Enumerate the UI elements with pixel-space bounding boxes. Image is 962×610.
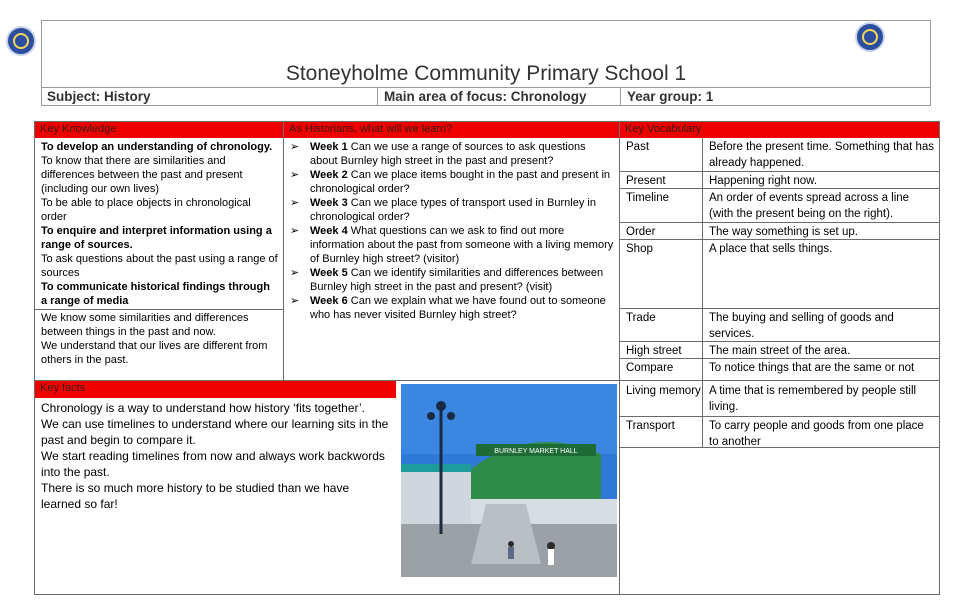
vocab-definition: A place that sells things. [709, 243, 833, 255]
vocab-row [620, 381, 939, 417]
photo-left-building [401, 464, 471, 524]
vocab-term: Order [626, 226, 656, 238]
photo-lamp [427, 412, 435, 420]
week-item: ➢ Week 6 Can we explain what we have found out to someone who has never visited Burnley high street? [290, 295, 606, 321]
grid-col1 [283, 121, 284, 380]
kk-lower-item: We know some similarities and differences between things in the past and now. [41, 312, 249, 338]
vocab-row [620, 359, 939, 381]
photo-lamp [436, 401, 446, 411]
kk-item: To know that there are similarities and differences between the past and present (including our own lives) [41, 155, 243, 195]
year-label: Year group: 1 [627, 89, 714, 104]
arrow-bullet-icon: ➢ [290, 225, 300, 237]
photo-person [508, 547, 514, 559]
market-hall-photo [401, 384, 617, 577]
arrow-bullet-icon: ➢ [290, 169, 300, 181]
vocab-term: Present [626, 175, 666, 187]
vocab-row [620, 189, 939, 223]
fact-line: We can use timelines to understand where our learning sits in the past and begin to compare it. [41, 417, 389, 447]
fact-line: There is so much more history to be studied than we have learned so far! [41, 481, 350, 511]
photo-person [548, 549, 554, 565]
vocab-row [620, 342, 939, 359]
grid-knowledge-split [34, 309, 283, 310]
vocab-definition: The main street of the area. [709, 345, 851, 357]
grid-right [939, 121, 940, 595]
arrow-bullet-icon: ➢ [290, 141, 300, 153]
vocab-term: Timeline [626, 192, 670, 204]
kk-item: To enquire and interpret information using a range of sources. [41, 225, 272, 251]
week-item: ➢ Week 4 What questions can we ask to find out more information about the past from someone with a living memory of Burnley high street? (visitor) [290, 225, 614, 265]
subject-label: Subject: History [41, 88, 378, 106]
arrow-bullet-icon: ➢ [290, 295, 300, 307]
vocab-heading: Key Vocabulary [620, 122, 939, 138]
learn-heading: As Historians, what will we learn? [284, 122, 619, 138]
vocab-definition: Before the present time. Something that has already happened. [709, 141, 935, 169]
kk-item: To develop an understanding of chronology. [41, 141, 273, 153]
vocab-term: Past [626, 141, 650, 153]
key-knowledge-heading: Key Knowledge [35, 122, 283, 138]
key-facts-heading: Key facts [35, 381, 396, 398]
photo-left-trim [401, 464, 471, 472]
photo-person [547, 542, 555, 550]
key-knowledge-list [41, 140, 279, 308]
vocab-definition: A time that is remembered by people still living. [709, 385, 917, 413]
vocab-term: Compare [626, 362, 674, 374]
school-title: Stoneyholme Community Primary School 1 [285, 62, 687, 85]
fact-line: Chronology is a way to understand how history ‘fits together’. [41, 401, 365, 415]
vocab-term: Living memory [626, 385, 701, 397]
vocab-definition: An order of events spread across a line (with the present being on the right). [709, 192, 910, 220]
vocab-row [620, 417, 939, 448]
kk-lower-item: We understand that our lives are different from others in the past. [41, 340, 268, 366]
vocab-row [620, 138, 939, 172]
kk-item: To communicate historical findings through a range of media [41, 281, 270, 307]
grid-bottom [34, 594, 940, 595]
header-row [41, 87, 931, 106]
vocab-definition: To notice things that are the same or not [709, 362, 915, 374]
photo-person [508, 541, 514, 547]
photo-sign-text: BURNLEY MARKET HALL [494, 448, 578, 455]
vocab-term: Trade [626, 312, 656, 324]
vocab-definition: The buying and selling of goods and services. [709, 312, 894, 340]
key-knowledge-lower [41, 311, 279, 367]
fact-line: We start reading timelines from now and always work backwords into the past. [41, 449, 385, 479]
vocab-definition: The way something is set up. [709, 226, 858, 238]
vocab-term: Shop [626, 243, 653, 255]
week-item: ➢ Week 3 Can we place types of transport used in Burnley in chronological order? [290, 197, 596, 223]
kk-item: To be able to place objects in chronological order [41, 197, 251, 223]
vocab-row [620, 223, 939, 240]
school-crest-left [6, 26, 36, 56]
arrow-bullet-icon: ➢ [290, 267, 300, 279]
arrow-bullet-icon: ➢ [290, 197, 300, 209]
kk-item: To ask questions about the past using a range of sources [41, 253, 278, 279]
vocab-row [620, 172, 939, 189]
focus-label: Main area of focus: Chronology [378, 88, 621, 106]
vocab-row [620, 240, 939, 309]
vocab-term: High street [626, 345, 682, 357]
weeks-list [288, 140, 616, 322]
vocab-row [620, 309, 939, 342]
week-item: ➢ Week 1 Can we use a range of sources to ask questions about Burnley high street in the past and present? [290, 141, 586, 167]
grid-left [34, 121, 35, 595]
vocab-term: Transport [626, 420, 675, 432]
week-item: ➢ Week 5 Can we identify similarities and differences between Burnley high street in the past and present? (visit) [290, 267, 604, 293]
vocab-definition: To carry people and goods from one place to another [709, 420, 924, 448]
vocab-definition: Happening right now. [709, 175, 818, 187]
key-facts-text [41, 400, 391, 512]
week-item: ➢ Week 2 Can we place items bought in the past and present in chronological order? [290, 169, 611, 195]
photo-lamp [447, 412, 455, 420]
